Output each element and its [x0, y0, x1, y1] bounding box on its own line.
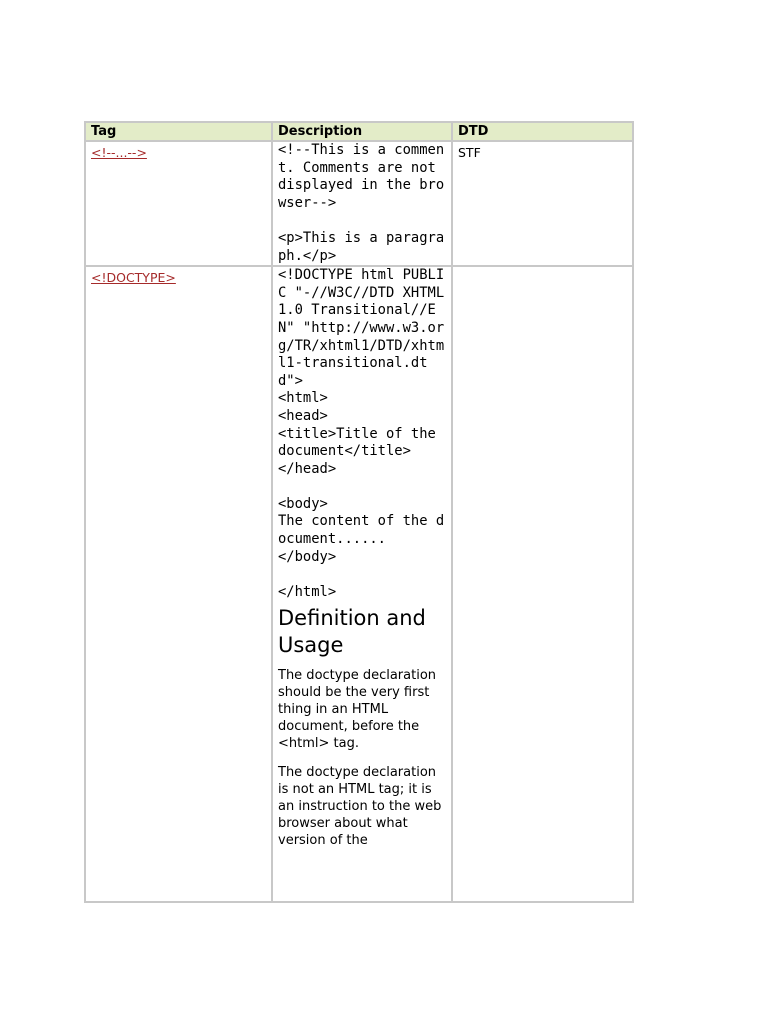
description-cell	[272, 266, 452, 902]
doctype-tag-link[interactable]: <!DOCTYPE>	[91, 270, 176, 286]
description-paragraph: The doctype declaration should be the very first thing in an HTML document, before the <html> tag.	[278, 668, 437, 751]
column-header-description: Description	[272, 122, 452, 141]
description-paragraph: The doctype declaration is not an HTML tag; it is an instruction to the web browser about what version of the	[278, 765, 442, 848]
comment-tag-link[interactable]: <!--...-->	[91, 145, 147, 160]
tag-cell	[85, 141, 272, 266]
dtd-cell	[452, 141, 633, 266]
dtd-cell	[452, 266, 633, 902]
comment-example-code: <!--This is a comment. Comments are not displayed in the browser--> <p>This is a paragraph.</p>	[278, 142, 445, 264]
html-tag-reference-table	[84, 121, 634, 903]
section-heading: Definition and Usage	[278, 606, 426, 658]
table-header-row	[85, 122, 633, 141]
dtd-value: STF	[458, 145, 481, 160]
column-header-tag: Tag	[85, 122, 272, 141]
column-header-dtd: DTD	[452, 122, 633, 141]
doctype-example-code: <!DOCTYPE html PUBLIC "-//W3C//DTD XHTML 1.0 Transitional//EN" "http://www.w3.org/TR/xhtml1/DTD/xhtml1-transitional.dtd"> <html> <head> <title>Title of the document</title> </head> <body> The content of the document...... </body> </html>	[278, 267, 445, 600]
table-row	[85, 141, 633, 266]
description-cell	[272, 141, 452, 266]
table-row	[85, 266, 633, 902]
tag-cell	[85, 266, 272, 902]
description-content	[278, 267, 446, 901]
